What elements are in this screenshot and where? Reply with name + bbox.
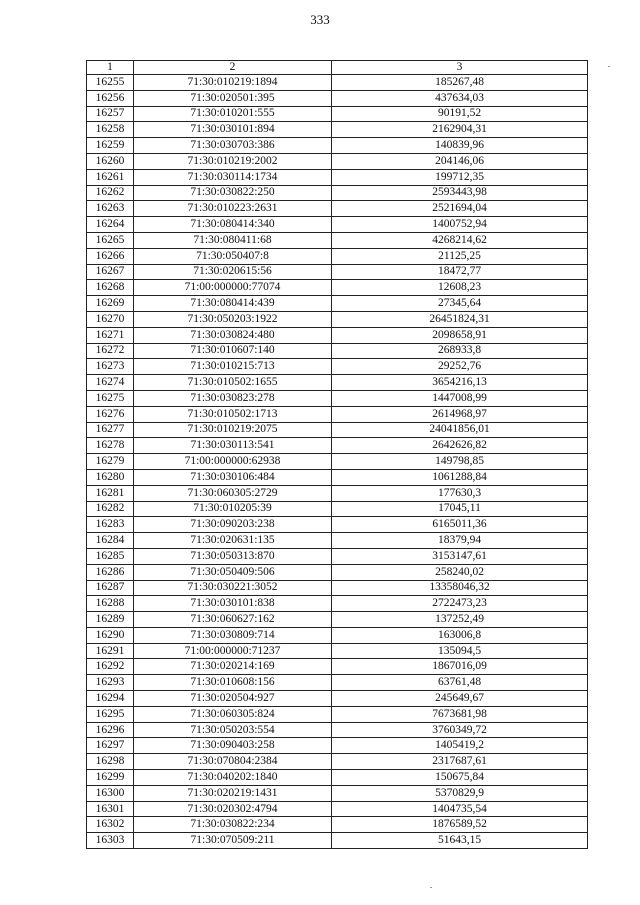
cadastral-number-cell: 71:30:080411:68 xyxy=(134,232,332,248)
value-cell: 2614968,97 xyxy=(332,406,588,422)
cadastral-number-cell: 71:30:060305:824 xyxy=(134,706,332,722)
cadastral-number-cell: 71:30:030824:480 xyxy=(134,327,332,343)
value-cell: 2593443,98 xyxy=(332,185,588,201)
cadastral-number-cell: 71:30:050203:554 xyxy=(134,722,332,738)
table-row xyxy=(87,675,588,691)
cadastral-number-cell: 71:30:010205:39 xyxy=(134,501,332,517)
row-number-cell: 16258 xyxy=(87,122,134,138)
row-number-cell: 16255 xyxy=(87,75,134,91)
table-row xyxy=(87,248,588,264)
value-cell: 163006,8 xyxy=(332,627,588,643)
value-cell: 150675,84 xyxy=(332,770,588,786)
cadastral-number-cell: 71:30:020501:395 xyxy=(134,90,332,106)
table-row xyxy=(87,311,588,327)
value-cell: 90191,52 xyxy=(332,106,588,122)
row-number-cell: 16267 xyxy=(87,264,134,280)
table-row xyxy=(87,90,588,106)
table-row xyxy=(87,375,588,391)
row-number-cell: 16262 xyxy=(87,185,134,201)
value-cell: 1876589,52 xyxy=(332,817,588,833)
cadastral-number-cell: 71:30:070804:2384 xyxy=(134,754,332,770)
table-row xyxy=(87,469,588,485)
value-cell: 18472,77 xyxy=(332,264,588,280)
cadastral-number-cell: 71:30:090403:258 xyxy=(134,738,332,754)
row-number-cell: 16298 xyxy=(87,754,134,770)
value-cell: 1447008,99 xyxy=(332,390,588,406)
row-number-cell: 16295 xyxy=(87,706,134,722)
value-cell: 149798,85 xyxy=(332,454,588,470)
cadastral-number-cell: 71:30:020214:169 xyxy=(134,659,332,675)
value-cell: 135094,5 xyxy=(332,643,588,659)
value-cell: 204146,06 xyxy=(332,153,588,169)
row-number-cell: 16274 xyxy=(87,375,134,391)
value-cell: 268933,8 xyxy=(332,343,588,359)
table-row xyxy=(87,485,588,501)
table-row xyxy=(87,106,588,122)
table-row xyxy=(87,706,588,722)
table-row xyxy=(87,785,588,801)
table-row xyxy=(87,217,588,233)
cadastral-number-cell: 71:30:010219:1894 xyxy=(134,75,332,91)
table-body xyxy=(87,75,588,849)
cadastral-number-cell: 71:30:060305:2729 xyxy=(134,485,332,501)
row-number-cell: 16303 xyxy=(87,833,134,849)
table-row xyxy=(87,770,588,786)
table-row xyxy=(87,422,588,438)
value-cell: 27345,64 xyxy=(332,296,588,312)
cadastral-number-cell: 71:30:010223:2631 xyxy=(134,201,332,217)
table-row xyxy=(87,406,588,422)
cadastral-number-cell: 71:30:050313:870 xyxy=(134,548,332,564)
row-number-cell: 16275 xyxy=(87,390,134,406)
value-cell: 17045,11 xyxy=(332,501,588,517)
cadastral-number-cell: 71:30:030822:250 xyxy=(134,185,332,201)
column-header-2: 2 xyxy=(134,61,332,75)
row-number-cell: 16256 xyxy=(87,90,134,106)
table-row xyxy=(87,754,588,770)
row-number-cell: 16288 xyxy=(87,596,134,612)
cadastral-number-cell: 71:30:010607:140 xyxy=(134,343,332,359)
table-row xyxy=(87,596,588,612)
table-row xyxy=(87,580,588,596)
value-cell: 1061288,84 xyxy=(332,469,588,485)
cadastral-number-cell: 71:30:020302:4794 xyxy=(134,801,332,817)
cadastral-number-cell: 71:30:080414:340 xyxy=(134,217,332,233)
cadastral-number-cell: 71:30:010219:2075 xyxy=(134,422,332,438)
row-number-cell: 16268 xyxy=(87,280,134,296)
cadastral-number-cell: 71:30:070509:211 xyxy=(134,833,332,849)
cadastral-number-cell: 71:30:020504:927 xyxy=(134,691,332,707)
value-cell: 177630,3 xyxy=(332,485,588,501)
row-number-cell: 16278 xyxy=(87,438,134,454)
table-row xyxy=(87,232,588,248)
table-row xyxy=(87,390,588,406)
table-row xyxy=(87,564,588,580)
cadastral-number-cell: 71:30:050407:8 xyxy=(134,248,332,264)
cadastral-number-cell: 71:30:030114:1734 xyxy=(134,169,332,185)
value-cell: 199712,35 xyxy=(332,169,588,185)
table-row xyxy=(87,691,588,707)
row-number-cell: 16283 xyxy=(87,517,134,533)
cadastral-number-cell: 71:30:020615:56 xyxy=(134,264,332,280)
value-cell: 1867016,09 xyxy=(332,659,588,675)
value-cell: 245649,67 xyxy=(332,691,588,707)
row-number-cell: 16293 xyxy=(87,675,134,691)
table-row xyxy=(87,627,588,643)
page-number: 333 xyxy=(310,12,330,27)
row-number-cell: 16302 xyxy=(87,817,134,833)
row-number-cell: 16296 xyxy=(87,722,134,738)
row-number-cell: 16291 xyxy=(87,643,134,659)
row-number-cell: 16284 xyxy=(87,533,134,549)
table-row xyxy=(87,722,588,738)
cadastral-number-cell: 71:30:050409:506 xyxy=(134,564,332,580)
cadastral-number-cell: 71:30:030703:386 xyxy=(134,138,332,154)
data-table xyxy=(86,60,588,849)
value-cell: 2642626,82 xyxy=(332,438,588,454)
row-number-cell: 16289 xyxy=(87,612,134,628)
cadastral-number-cell: 71:30:050203:1922 xyxy=(134,311,332,327)
cadastral-number-cell: 71:30:010215:713 xyxy=(134,359,332,375)
row-number-cell: 16263 xyxy=(87,201,134,217)
row-number-cell: 16299 xyxy=(87,770,134,786)
cadastral-number-cell: 71:30:010502:1713 xyxy=(134,406,332,422)
table-row xyxy=(87,738,588,754)
scan-speck xyxy=(430,887,432,888)
table-row xyxy=(87,833,588,849)
table-row xyxy=(87,343,588,359)
row-number-cell: 16301 xyxy=(87,801,134,817)
value-cell: 1404735,54 xyxy=(332,801,588,817)
cadastral-number-cell: 71:30:030113:541 xyxy=(134,438,332,454)
value-cell: 4268214,62 xyxy=(332,232,588,248)
table-row xyxy=(87,122,588,138)
table-row xyxy=(87,659,588,675)
row-number-cell: 16285 xyxy=(87,548,134,564)
row-number-cell: 16261 xyxy=(87,169,134,185)
table-row xyxy=(87,169,588,185)
row-number-cell: 16286 xyxy=(87,564,134,580)
cadastral-number-cell: 71:30:030221:3052 xyxy=(134,580,332,596)
value-cell: 1405419,2 xyxy=(332,738,588,754)
cadastral-number-cell: 71:30:010201:555 xyxy=(134,106,332,122)
cadastral-number-cell: 71:30:030822:234 xyxy=(134,817,332,833)
cadastral-number-cell: 71:00:000000:62938 xyxy=(134,454,332,470)
value-cell: 18379,94 xyxy=(332,533,588,549)
row-number-cell: 16270 xyxy=(87,311,134,327)
row-number-cell: 16290 xyxy=(87,627,134,643)
row-number-cell: 16280 xyxy=(87,469,134,485)
value-cell: 2162904,31 xyxy=(332,122,588,138)
table-row xyxy=(87,643,588,659)
cadastral-number-cell: 71:30:030823:278 xyxy=(134,390,332,406)
cadastral-number-cell: 71:30:080414:439 xyxy=(134,296,332,312)
value-cell: 137252,49 xyxy=(332,612,588,628)
row-number-cell: 16282 xyxy=(87,501,134,517)
value-cell: 5370829,9 xyxy=(332,785,588,801)
table-row xyxy=(87,817,588,833)
value-cell: 29252,76 xyxy=(332,359,588,375)
table-row xyxy=(87,264,588,280)
row-number-cell: 16269 xyxy=(87,296,134,312)
value-cell: 2098658,91 xyxy=(332,327,588,343)
table-row xyxy=(87,454,588,470)
cadastral-number-cell: 71:00:000000:77074 xyxy=(134,280,332,296)
row-number-cell: 16297 xyxy=(87,738,134,754)
value-cell: 1400752,94 xyxy=(332,217,588,233)
row-number-cell: 16277 xyxy=(87,422,134,438)
cadastral-number-cell: 71:30:010608:156 xyxy=(134,675,332,691)
value-cell: 2521694,04 xyxy=(332,201,588,217)
cadastral-number-cell: 71:30:040202:1840 xyxy=(134,770,332,786)
cadastral-number-cell: 71:30:020219:1431 xyxy=(134,785,332,801)
table-row xyxy=(87,501,588,517)
row-number-cell: 16276 xyxy=(87,406,134,422)
value-cell: 63761,48 xyxy=(332,675,588,691)
cadastral-number-cell: 71:30:090203:238 xyxy=(134,517,332,533)
value-cell: 26451824,31 xyxy=(332,311,588,327)
row-number-cell: 16266 xyxy=(87,248,134,264)
value-cell: 13358046,32 xyxy=(332,580,588,596)
table-row xyxy=(87,296,588,312)
cadastral-number-cell: 71:30:030101:894 xyxy=(134,122,332,138)
table-row xyxy=(87,327,588,343)
table-row xyxy=(87,359,588,375)
row-number-cell: 16273 xyxy=(87,359,134,375)
table-row xyxy=(87,612,588,628)
row-number-cell: 16257 xyxy=(87,106,134,122)
value-cell: 258240,02 xyxy=(332,564,588,580)
value-cell: 51643,15 xyxy=(332,833,588,849)
table-row xyxy=(87,185,588,201)
column-header-3: 3 xyxy=(332,61,588,75)
row-number-cell: 16279 xyxy=(87,454,134,470)
row-number-cell: 16300 xyxy=(87,785,134,801)
value-cell: 2317687,61 xyxy=(332,754,588,770)
table-header-row xyxy=(87,61,588,75)
value-cell: 3654216,13 xyxy=(332,375,588,391)
cadastral-number-cell: 71:30:030809:714 xyxy=(134,627,332,643)
row-number-cell: 16271 xyxy=(87,327,134,343)
value-cell: 24041856,01 xyxy=(332,422,588,438)
table-row xyxy=(87,153,588,169)
table-row xyxy=(87,548,588,564)
row-number-cell: 16281 xyxy=(87,485,134,501)
value-cell: 12608,23 xyxy=(332,280,588,296)
value-cell: 6165011,36 xyxy=(332,517,588,533)
cadastral-number-cell: 71:30:030101:838 xyxy=(134,596,332,612)
table-row xyxy=(87,801,588,817)
value-cell: 3760349,72 xyxy=(332,722,588,738)
cadastral-number-cell: 71:30:030106:484 xyxy=(134,469,332,485)
row-number-cell: 16292 xyxy=(87,659,134,675)
row-number-cell: 16264 xyxy=(87,217,134,233)
scan-speck xyxy=(608,66,610,67)
value-cell: 140839,96 xyxy=(332,138,588,154)
row-number-cell: 16265 xyxy=(87,232,134,248)
cadastral-number-cell: 71:30:010219:2002 xyxy=(134,153,332,169)
row-number-cell: 16259 xyxy=(87,138,134,154)
row-number-cell: 16294 xyxy=(87,691,134,707)
cadastral-number-cell: 71:00:000000:71237 xyxy=(134,643,332,659)
table-row xyxy=(87,533,588,549)
cadastral-number-cell: 71:30:020631:135 xyxy=(134,533,332,549)
value-cell: 7673681,98 xyxy=(332,706,588,722)
row-number-cell: 16260 xyxy=(87,153,134,169)
value-cell: 185267,48 xyxy=(332,75,588,91)
value-cell: 437634,03 xyxy=(332,90,588,106)
table-row xyxy=(87,280,588,296)
value-cell: 3153147,61 xyxy=(332,548,588,564)
table-row xyxy=(87,201,588,217)
column-header-1: 1 xyxy=(87,61,134,75)
value-cell: 2722473,23 xyxy=(332,596,588,612)
value-cell: 21125,25 xyxy=(332,248,588,264)
cadastral-number-cell: 71:30:060627:162 xyxy=(134,612,332,628)
table-row xyxy=(87,138,588,154)
row-number-cell: 16272 xyxy=(87,343,134,359)
row-number-cell: 16287 xyxy=(87,580,134,596)
table-row xyxy=(87,438,588,454)
cadastral-number-cell: 71:30:010502:1655 xyxy=(134,375,332,391)
table-row xyxy=(87,75,588,91)
table-row xyxy=(87,517,588,533)
